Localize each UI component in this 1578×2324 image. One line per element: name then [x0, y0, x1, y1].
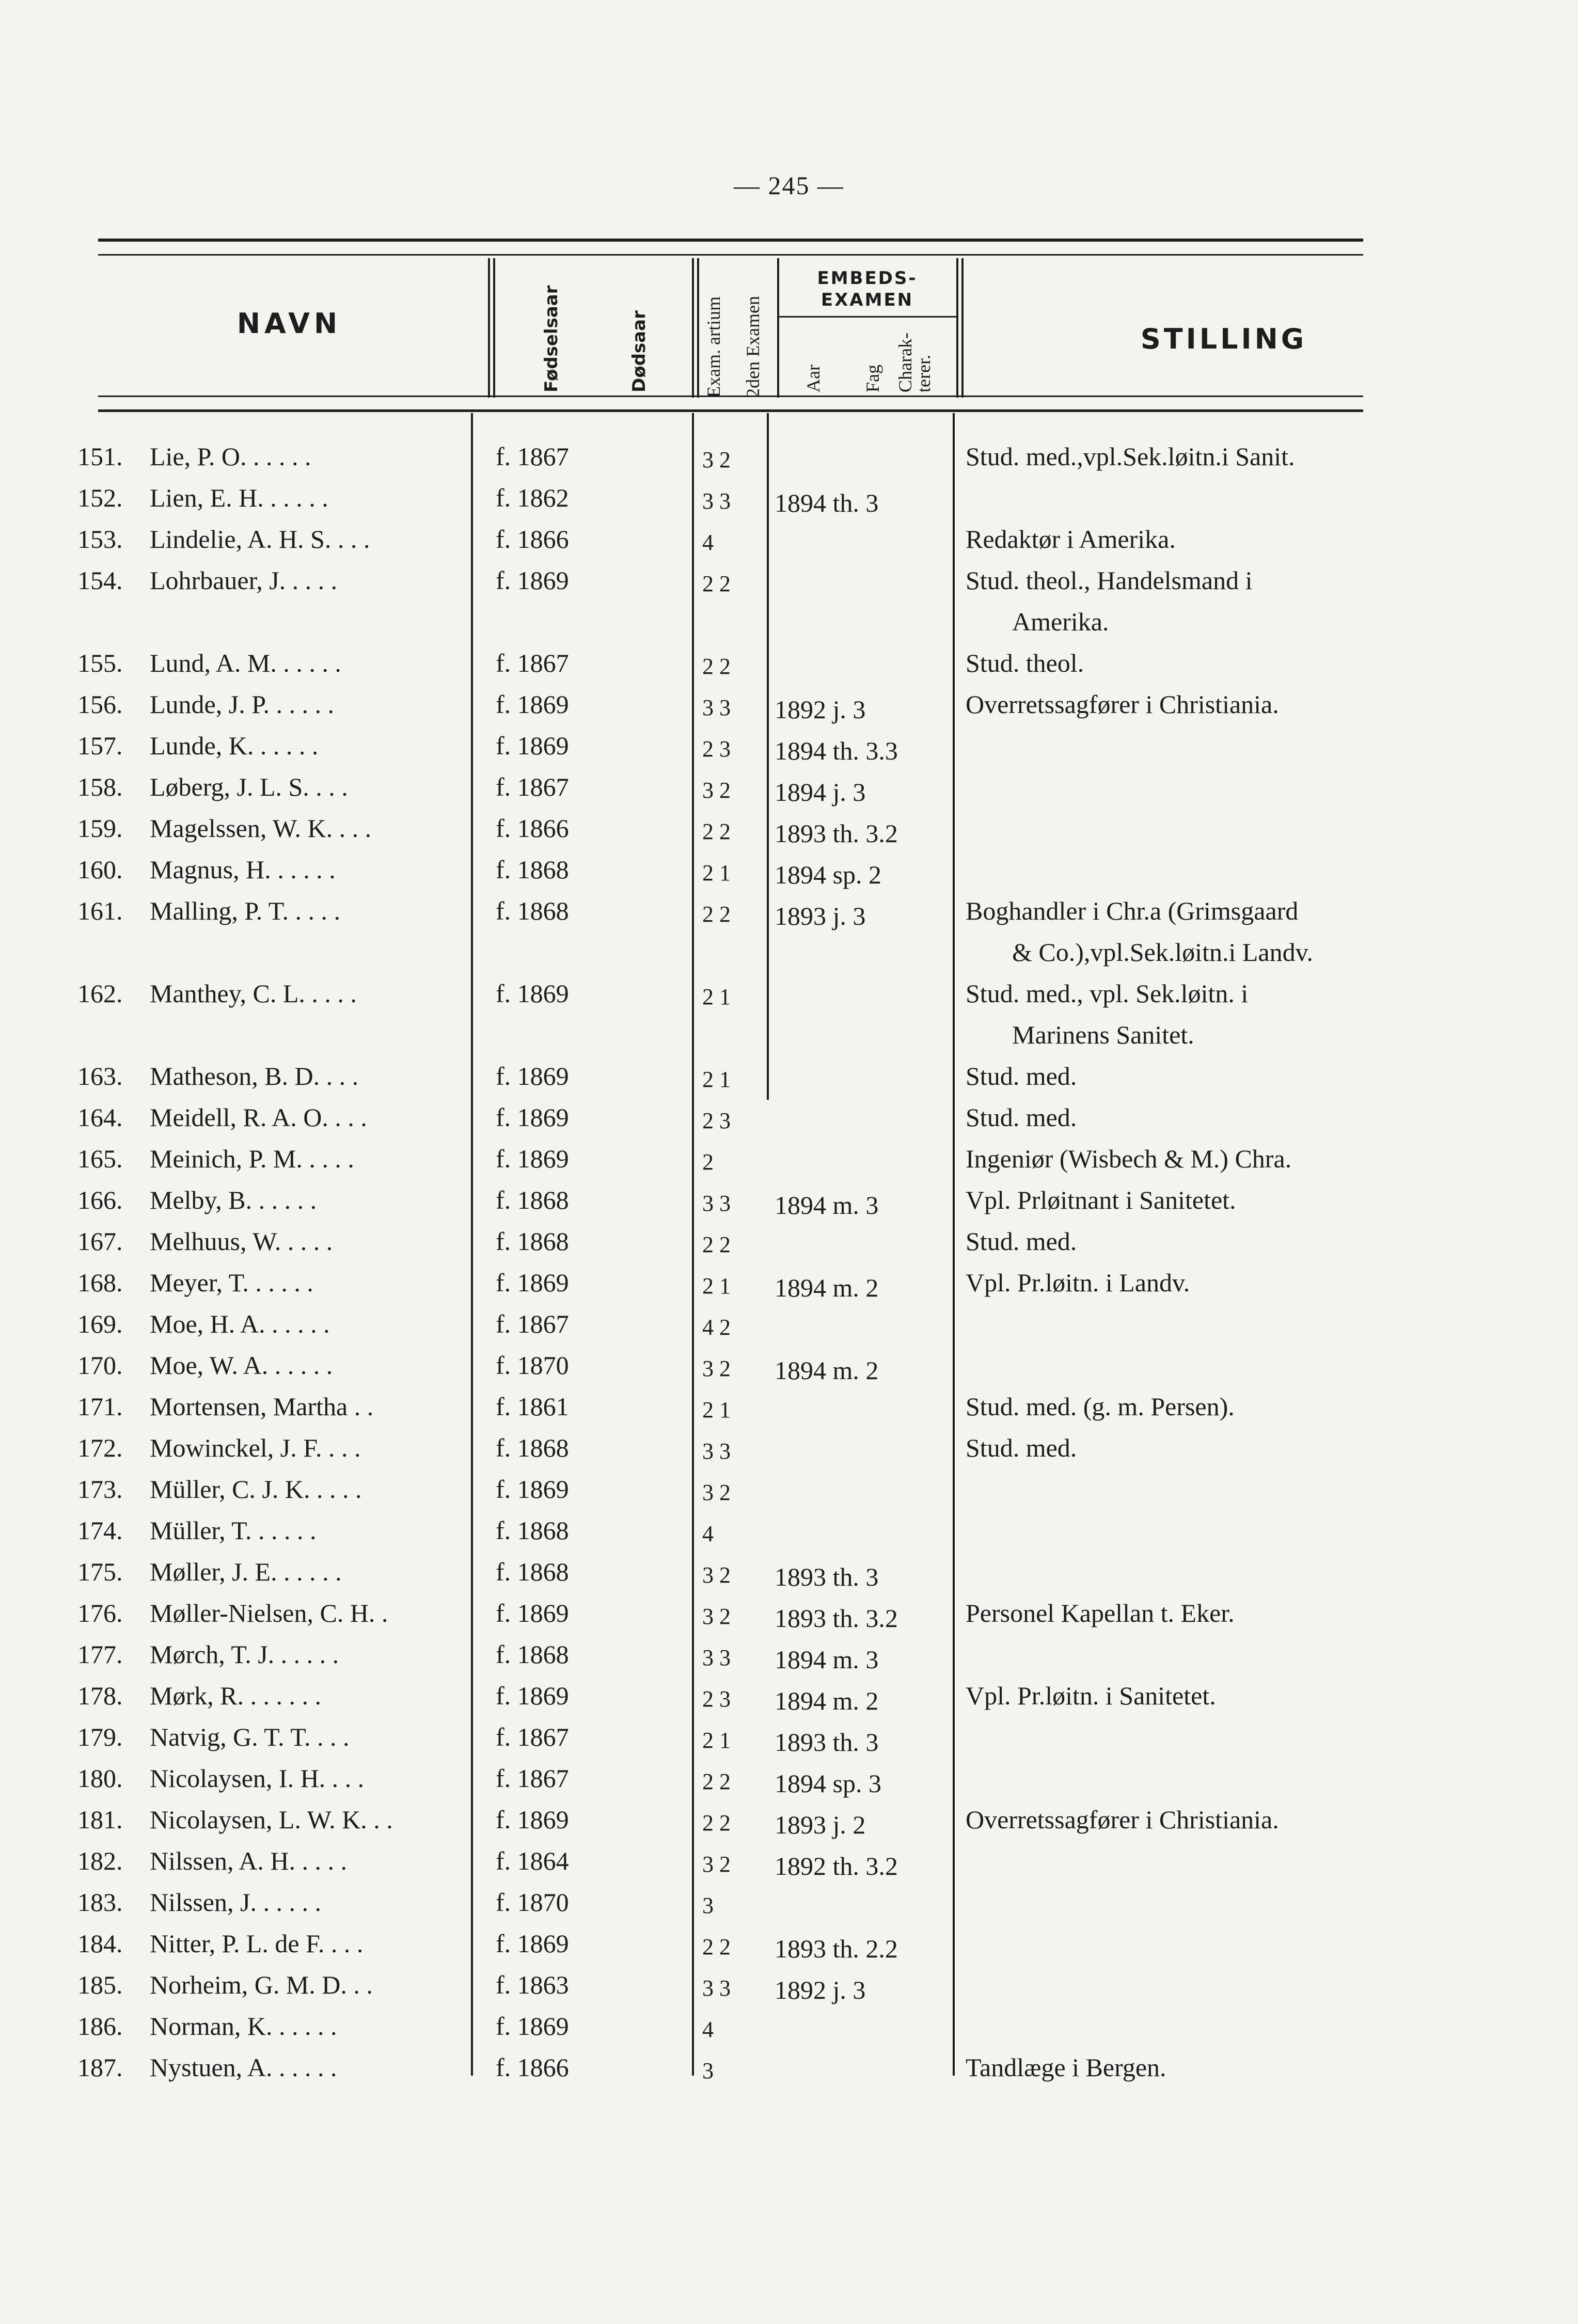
birth-year: f. 1866: [496, 814, 569, 843]
person-name: Moe, H. A. . . . . .: [150, 1309, 330, 1338]
col-divider: [692, 258, 694, 398]
person-name: Müller, T. . . . . .: [150, 1516, 317, 1545]
position: Vpl. Prløitnant i Sanitetet.: [966, 1185, 1236, 1214]
exam-grades: 2 2: [702, 654, 731, 679]
exam-grades: 3 2: [702, 1356, 731, 1381]
table-row: [0, 689, 1578, 731]
exam-grades: 2 2: [702, 902, 731, 927]
position: Stud. med. (g. m. Persen).: [966, 1392, 1235, 1421]
entry-number: 164.: [77, 1103, 123, 1132]
birth-year: f. 1869: [496, 1475, 569, 1504]
table-row: [0, 1805, 1578, 1846]
exam-grades: 3 3: [702, 695, 731, 720]
table-row: [0, 1268, 1578, 1309]
embeds-examen: 1894 m. 2: [775, 1273, 879, 1302]
birth-year: f. 1869: [496, 1599, 569, 1627]
birth-year: f. 1869: [496, 1144, 569, 1173]
position: Stud. med.: [966, 1103, 1077, 1132]
embeds-examen: 1892 j. 3: [775, 695, 866, 724]
birth-year: f. 1868: [496, 1640, 569, 1669]
page-number: — 245 —: [734, 171, 844, 200]
exam-grades: 2 2: [702, 1769, 731, 1794]
exam-grades: 4: [702, 1521, 714, 1546]
embeds-examen: 1892 th. 3.2: [775, 1852, 898, 1880]
col-divider: [777, 258, 779, 398]
entry-number: 162.: [77, 979, 123, 1008]
entry-number: 157.: [77, 731, 123, 760]
position: Overretssagfører i Christiania.: [966, 1805, 1279, 1834]
entry-number: 156.: [77, 690, 123, 719]
person-name: Matheson, B. D. . . .: [150, 1062, 359, 1090]
col-divider: [961, 258, 964, 398]
position: Overretssagfører i Christiania.: [966, 690, 1279, 719]
header-rule: [98, 396, 1363, 397]
exam-grades: 3 2: [702, 1562, 731, 1588]
top-rule-thick: [98, 239, 1363, 242]
entry-number: 186.: [77, 2012, 123, 2041]
embeds-examen: 1893 j. 3: [775, 902, 866, 930]
position: Ingeniør (Wisbech & M.) Chra.: [966, 1144, 1292, 1173]
table-row: [0, 1102, 1578, 1144]
person-name: Manthey, C. L. . . . .: [150, 979, 357, 1008]
embeds-examen: 1893 th. 2.2: [775, 1934, 898, 1963]
exam-grades: 2 1: [702, 1067, 731, 1092]
position: Vpl. Pr.løitn. i Landv.: [966, 1268, 1190, 1297]
table-row: [0, 1061, 1578, 1102]
position-continuation: & Co.),vpl.Sek.løitn.i Landv.: [1012, 938, 1313, 967]
exam-grades: 3 2: [702, 1604, 731, 1629]
entry-number: 165.: [77, 1144, 123, 1173]
position: Stud. med.,vpl.Sek.løitn.i Sanit.: [966, 442, 1295, 471]
birth-year: f. 1870: [496, 1888, 569, 1917]
person-name: Nystuen, A. . . . . .: [150, 2053, 337, 2082]
birth-year: f. 1867: [496, 1764, 569, 1793]
exam-grades: 3 3: [702, 488, 731, 514]
person-name: Meyer, T. . . . . .: [150, 1268, 313, 1297]
position-continuation: Marinens Sanitet.: [1012, 1020, 1194, 1049]
entry-number: 158.: [77, 772, 123, 801]
exam-grades: 2 3: [702, 736, 731, 762]
entry-number: 160.: [77, 855, 123, 884]
exam-grades: 2 3: [702, 1686, 731, 1712]
position: Stud. theol.: [966, 649, 1084, 677]
birth-year: f. 1868: [496, 1227, 569, 1256]
exam-grades: 2 2: [702, 571, 731, 596]
person-name: Nicolaysen, L. W. K. . .: [150, 1805, 393, 1834]
exam-grades: 4 2: [702, 1315, 731, 1340]
table-row: [0, 1681, 1578, 1722]
entry-number: 153.: [77, 525, 123, 554]
exam-grades: 3 2: [702, 1480, 731, 1505]
birth-year: f. 1863: [496, 1970, 569, 1999]
col-divider: [493, 258, 495, 398]
entry-number: 181.: [77, 1805, 123, 1834]
exam-grades: 2 1: [702, 860, 731, 886]
embeds-examen: 1893 th. 3: [775, 1562, 879, 1591]
birth-year: f. 1870: [496, 1351, 569, 1380]
entry-number: 171.: [77, 1392, 123, 1421]
entry-number: 168.: [77, 1268, 123, 1297]
entry-number: 187.: [77, 2053, 123, 2082]
table-row: [0, 483, 1578, 524]
exam-grades: 2 1: [702, 1397, 731, 1422]
table-row: [0, 855, 1578, 896]
person-name: Meinich, P. M. . . . .: [150, 1144, 354, 1173]
entry-number: 185.: [77, 1970, 123, 1999]
table-row: [0, 731, 1578, 772]
exam-grades: 3: [702, 1893, 714, 1918]
exam-grades: 3: [702, 2058, 714, 2083]
embeds-examen: 1894 m. 2: [775, 1686, 879, 1715]
person-name: Magelssen, W. K. . . .: [150, 814, 372, 843]
exam-grades: 3 2: [702, 1852, 731, 1877]
table-row: [0, 1722, 1578, 1763]
table-row: [0, 1185, 1578, 1226]
birth-year: f. 1869: [496, 731, 569, 760]
embeds-examen: 1894 sp. 2: [775, 860, 881, 889]
birth-year: f. 1869: [496, 566, 569, 595]
person-name: Malling, P. T. . . . .: [150, 896, 341, 925]
entry-number: 152.: [77, 483, 123, 512]
exam-grades: 3 3: [702, 1645, 731, 1670]
exam-grades: 2: [702, 1149, 714, 1175]
embeds-examen: 1894 th. 3: [775, 488, 879, 517]
person-name: Lund, A. M. . . . . .: [150, 649, 341, 677]
position: Boghandler i Chr.a (Grimsgaard: [966, 896, 1299, 925]
entry-number: 184.: [77, 1929, 123, 1958]
birth-year: f. 1867: [496, 649, 569, 677]
header-character: Charak- terer.: [895, 333, 934, 392]
header-position: STILLING: [1140, 323, 1307, 355]
position: Stud. med.: [966, 1227, 1077, 1256]
col-divider: [488, 258, 490, 398]
table-row: [0, 1350, 1578, 1392]
entry-number: 159.: [77, 814, 123, 843]
position: Stud. med.: [966, 1062, 1077, 1090]
birth-year: f. 1862: [496, 483, 569, 512]
entry-number: 175.: [77, 1557, 123, 1586]
birth-year: f. 1868: [496, 1516, 569, 1545]
entry-number: 155.: [77, 649, 123, 677]
entry-number: 172.: [77, 1433, 123, 1462]
header-birth-year: Fødselsaar: [541, 285, 562, 392]
position: Redaktør i Amerika.: [966, 525, 1176, 554]
person-name: Lunde, K. . . . . .: [150, 731, 319, 760]
birth-year: f. 1867: [496, 772, 569, 801]
table-row: [0, 1598, 1578, 1639]
entry-number: 179.: [77, 1722, 123, 1751]
exam-grades: 2 2: [702, 1810, 731, 1836]
birth-year: f. 1866: [496, 2053, 569, 2082]
birth-year: f. 1869: [496, 979, 569, 1008]
embeds-examen: 1894 m. 2: [775, 1356, 879, 1385]
birth-year: f. 1868: [496, 896, 569, 925]
header-death-year: Dødsaar: [629, 310, 650, 392]
table-row: [0, 441, 1578, 483]
embeds-examen: 1894 j. 3: [775, 778, 866, 807]
entry-number: 161.: [77, 896, 123, 925]
table-row: [0, 1639, 1578, 1681]
table-row: [0, 1309, 1578, 1350]
exam-grades: 2 2: [702, 1934, 731, 1959]
embeds-examen: 1894 m. 3: [775, 1645, 879, 1674]
person-name: Moe, W. A. . . . . .: [150, 1351, 333, 1380]
table-row: [0, 1226, 1578, 1268]
person-name: Müller, C. J. K. . . . .: [150, 1475, 362, 1504]
exam-grades: 3 2: [702, 447, 731, 472]
birth-year: f. 1868: [496, 1185, 569, 1214]
exam-grades: 2 1: [702, 1273, 731, 1299]
table-row: [0, 524, 1578, 565]
entry-number: 176.: [77, 1599, 123, 1627]
header-name: NAVN: [236, 307, 342, 340]
table-row: [0, 1144, 1578, 1185]
person-name: Mørk, R. . . . . . .: [150, 1681, 321, 1710]
birth-year: f. 1869: [496, 1681, 569, 1710]
table-row: [0, 1928, 1578, 1970]
birth-year: f. 1869: [496, 690, 569, 719]
exam-grades: 2 2: [702, 1232, 731, 1257]
entry-number: 182.: [77, 1846, 123, 1875]
person-name: Mørch, T. J. . . . . .: [150, 1640, 339, 1669]
birth-year: f. 1869: [496, 1929, 569, 1958]
table-row: [0, 1970, 1578, 2011]
person-name: Nilssen, A. H. . . . .: [150, 1846, 347, 1875]
header-subject: Fag: [862, 365, 883, 392]
birth-year: f. 1869: [496, 1103, 569, 1132]
exam-grades: 3 3: [702, 1975, 731, 2001]
table-row: [0, 1474, 1578, 1515]
table-row: [0, 1763, 1578, 1805]
position: Stud. theol., Handelsmand i: [966, 566, 1253, 595]
entry-number: 183.: [77, 1888, 123, 1917]
position-continuation: Amerika.: [1012, 607, 1109, 636]
person-name: Lie, P. O. . . . . .: [150, 442, 311, 471]
embeds-examen: 1894 m. 3: [775, 1191, 879, 1220]
table-row: [0, 772, 1578, 813]
birth-year: f. 1866: [496, 525, 569, 554]
table-row: [0, 2052, 1578, 2094]
embeds-examen: 1894 th. 3.3: [775, 736, 898, 765]
entry-number: 154.: [77, 566, 123, 595]
entry-number: 166.: [77, 1185, 123, 1214]
table-row: [0, 2011, 1578, 2052]
person-name: Melby, B. . . . . .: [150, 1185, 317, 1214]
person-name: Møller-Nielsen, C. H. .: [150, 1599, 388, 1627]
col-divider: [697, 258, 699, 398]
col-divider: [956, 258, 958, 398]
table-row: [0, 1846, 1578, 1887]
person-name: Mowinckel, J. F. . . .: [150, 1433, 361, 1462]
embeds-underline: [779, 316, 957, 318]
position: Vpl. Pr.løitn. i Sanitetet.: [966, 1681, 1216, 1710]
person-name: Norheim, G. M. D. . .: [150, 1970, 373, 1999]
header-exam-artium: Exam. artium: [703, 296, 724, 398]
entry-number: 169.: [77, 1309, 123, 1338]
birth-year: f. 1869: [496, 2012, 569, 2041]
birth-year: f. 1864: [496, 1846, 569, 1875]
position: Stud. med.: [966, 1433, 1077, 1462]
entry-number: 151.: [77, 442, 123, 471]
birth-year: f. 1867: [496, 1309, 569, 1338]
entry-number: 177.: [77, 1640, 123, 1669]
person-name: Lien, E. H. . . . . .: [150, 483, 328, 512]
embeds-examen: 1894 sp. 3: [775, 1769, 881, 1798]
table-row: [0, 1515, 1578, 1557]
embeds-examen: 1893 th. 3.2: [775, 1604, 898, 1633]
embeds-examen: 1893 th. 3.2: [775, 819, 898, 848]
entry-number: 178.: [77, 1681, 123, 1710]
person-name: Mortensen, Martha . .: [150, 1392, 374, 1421]
table-row: [0, 1392, 1578, 1433]
exam-grades: 4: [702, 530, 714, 555]
entry-number: 180.: [77, 1764, 123, 1793]
person-name: Møller, J. E. . . . . .: [150, 1557, 342, 1586]
exam-grades: 2 2: [702, 819, 731, 844]
entry-number: 174.: [77, 1516, 123, 1545]
person-name: Nicolaysen, I. H. . . .: [150, 1764, 365, 1793]
exam-grades: 3 3: [702, 1438, 731, 1464]
person-name: Lindelie, A. H. S. . . .: [150, 525, 370, 554]
embeds-examen: 1893 th. 3: [775, 1728, 879, 1757]
exam-grades: 2 1: [702, 1728, 731, 1753]
exam-grades: 4: [702, 2017, 714, 2042]
person-name: Norman, K. . . . . .: [150, 2012, 337, 2041]
position: Stud. med., vpl. Sek.løitn. i: [966, 979, 1249, 1008]
table-row: [0, 648, 1578, 689]
top-rule-thin: [98, 254, 1363, 256]
person-name: Løberg, J. L. S. . . .: [150, 772, 348, 801]
person-name: Magnus, H. . . . . .: [150, 855, 336, 884]
birth-year: f. 1868: [496, 1433, 569, 1462]
entry-number: 167.: [77, 1227, 123, 1256]
header-embeds-examen: EMBEDS- EXAMEN: [817, 268, 918, 310]
birth-year: f. 1868: [496, 1557, 569, 1586]
table-row: [0, 1887, 1578, 1928]
position: Tandlæge i Bergen.: [966, 2053, 1166, 2082]
exam-grades: 2 3: [702, 1108, 731, 1133]
birth-year: f. 1869: [496, 1062, 569, 1090]
person-name: Melhuus, W. . . . .: [150, 1227, 333, 1256]
birth-year: f. 1867: [496, 1722, 569, 1751]
person-name: Lohrbauer, J. . . . .: [150, 566, 338, 595]
birth-year: f. 1861: [496, 1392, 569, 1421]
birth-year: f. 1867: [496, 442, 569, 471]
header-year: Aar: [803, 365, 824, 392]
table-row: [0, 1433, 1578, 1474]
table-row: [0, 896, 1578, 937]
table-row: [0, 813, 1578, 855]
table-row: [0, 978, 1578, 1020]
table-row: [0, 565, 1578, 607]
birth-year: f. 1869: [496, 1268, 569, 1297]
birth-year: f. 1868: [496, 855, 569, 884]
person-name: Meidell, R. A. O. . . .: [150, 1103, 367, 1132]
embeds-examen: 1893 j. 2: [775, 1810, 866, 1839]
exam-grades: 3 2: [702, 778, 731, 803]
person-name: Nilssen, J. . . . . .: [150, 1888, 321, 1917]
embeds-examen: 1892 j. 3: [775, 1975, 866, 2004]
entry-number: 170.: [77, 1351, 123, 1380]
table-row: [0, 1557, 1578, 1598]
person-name: Lunde, J. P. . . . . .: [150, 690, 334, 719]
header-second-exam: 2den Examen: [743, 296, 763, 398]
person-name: Natvig, G. T. T. . . .: [150, 1722, 350, 1751]
position: Personel Kapellan t. Eker.: [966, 1599, 1235, 1627]
entry-number: 173.: [77, 1475, 123, 1504]
header-rule-bottom: [98, 409, 1363, 412]
exam-grades: 2 1: [702, 984, 731, 1009]
person-name: Nitter, P. L. de F. . . .: [150, 1929, 364, 1958]
entry-number: 163.: [77, 1062, 123, 1090]
birth-year: f. 1869: [496, 1805, 569, 1834]
exam-grades: 3 3: [702, 1191, 731, 1216]
